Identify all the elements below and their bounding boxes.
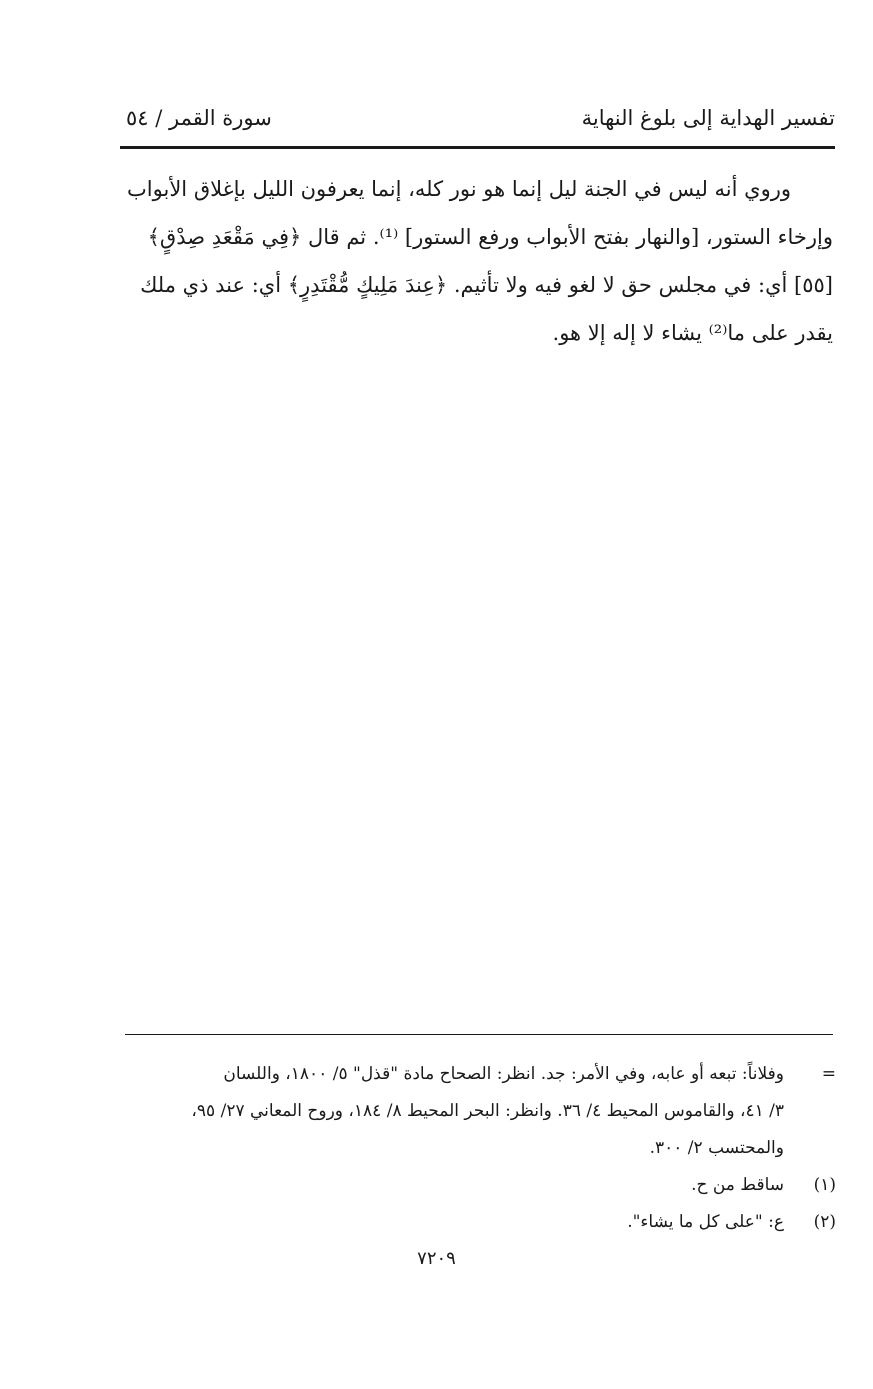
footnote-marker: (١) xyxy=(813,1175,836,1195)
footnote-item xyxy=(125,1167,836,1204)
footnote-continuation-line: ٣/ ٤١، والقاموس المحيط ٤/ ٣٦. وانظر: البحر المحيط ٨/ ١٨٤، وروح المعاني ٢٧/ ٩٥، xyxy=(191,1101,784,1121)
footnote-continuation-line xyxy=(125,1056,836,1093)
text-line: يقدر على ما⁽²⁾ يشاء لا إله إلا هو. xyxy=(552,321,833,345)
surah-reference: سورة القمر / ٥٤ xyxy=(126,106,272,130)
main-text xyxy=(122,165,833,357)
footnotes xyxy=(125,1056,836,1241)
footnote-marker: (٢) xyxy=(813,1212,836,1232)
footnote-continuation-line: والمحتسب ٢/ ٣٠٠. xyxy=(649,1138,784,1158)
page-header xyxy=(120,106,835,140)
footnote-text: وفلاناً: تبعه أو عابه، وفي الأمر: جد. انظر: الصحاح مادة "قذل" ٥/ ١٨٠٠، واللسان xyxy=(223,1064,784,1084)
footnote-item xyxy=(125,1204,836,1241)
continuation-marker: = xyxy=(821,1064,836,1084)
footnote-text: ع: "على كل ما يشاء". xyxy=(627,1212,784,1232)
footnote-text: ساقط من ح. xyxy=(691,1175,784,1195)
book-title: تفسير الهداية إلى بلوغ النهاية xyxy=(581,106,835,130)
text-line: وإرخاء الستور، [والنهار بفتح الأبواب ورفع الستور] ⁽¹⁾. ثم قال ﴿فِي مَقْعَدِ صِدْقٍ﴾ xyxy=(147,225,833,249)
text-line: [٥٥] أي: في مجلس حق لا لغو فيه ولا تأثيم. ﴿عِندَ مَلِيكٍ مُّقْتَدِرٍ﴾ أي: عند ذي ملك xyxy=(140,273,833,297)
page-number: ٧٢٠٩ xyxy=(417,1248,456,1269)
text-line: وروي أنه ليس في الجنة ليل إنما هو نور كله، إنما يعرفون الليل بإغلاق الأبواب xyxy=(127,177,791,201)
header-rule xyxy=(120,146,835,149)
footnote-rule xyxy=(125,1034,833,1035)
